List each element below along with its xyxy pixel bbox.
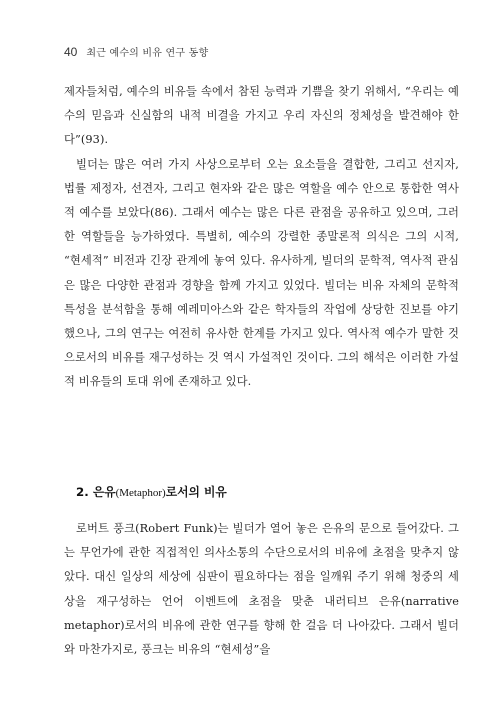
section-title-after: 로서의 비유	[165, 485, 227, 499]
paragraph-2: 빌더는 많은 여러 가지 사상으로부터 오는 요소들을 결합한, 그리고 선지자, 법률 제정자, 선견자, 그리고 현자와 같은 많은 역할을 예수 안으로 통합한 역사적 예수를 보았다(86). 그래서 예수는 많은 다른 관점을 공유하고 있으며, 그러한 역할들을 능가하였다. 특별히, 예수의 강렬한 종말론적 의식은 그의 시적, “현세적” 비전과 긴장 관계에 놓여 있다. 유사하게, 빌더의 문학적, 역사적 관심은 많은 다양한 관점과 경향을 함께 가지고 있었다. 빌더는 비유 자체의 문학적 특성을 분석함을 통해 예레미아스와 같은 학자들의 작업에 상당한 진보를 야기했으나, 그의 연구는 여전히 유사한 한계를 가지고 있다. 역사적 예수가 말한 것으로서의 비유를 재구성하는 것 역시 가설적인 것이다. 그의 해석은 이러한 가설적 비유들의 토대 위에 존재하고 있다.	[64, 157, 459, 389]
section-heading	[76, 483, 227, 500]
section-body-text	[64, 517, 459, 662]
section-title-before: 은유	[92, 485, 116, 499]
running-header	[64, 44, 455, 59]
body-text	[64, 80, 459, 395]
running-title: 최근 예수의 비유 연구 동향	[86, 48, 209, 59]
paragraph-1: 제자들처럼, 예수의 비유들 속에서 참된 능력과 기쁨을 찾기 위해서, “우리는 예수의 믿음과 신실함의 내적 비결을 가지고 우리 자신의 정체성을 발견해야 한다”(93).	[64, 85, 459, 147]
page-number: 40	[64, 45, 78, 59]
section-title-paren: (Metaphor)	[115, 487, 166, 499]
section-number: 2.	[76, 485, 89, 499]
section-paragraph-1: 로버트 풍크(Robert Funk)는 빌더가 열어 놓은 은유의 문으로 들어갔다. 그는 무언가에 관한 직접적인 의사소통의 수단으로서의 비유에 초점을 맞추지 않았다. 대신 일상의 세상에 심판이 필요하다는 점을 일깨워 주기 위해 청중의 세상을 재구성하는 언어 이벤트에 초점을 맞춘 내러티브 은유(narrative metaphor)로서의 비유에 관한 연구를 향해 한 걸음 더 나아갔다. 그래서 빌더와 마찬가지로, 풍크는 비유의 “현세성”을	[64, 522, 459, 657]
